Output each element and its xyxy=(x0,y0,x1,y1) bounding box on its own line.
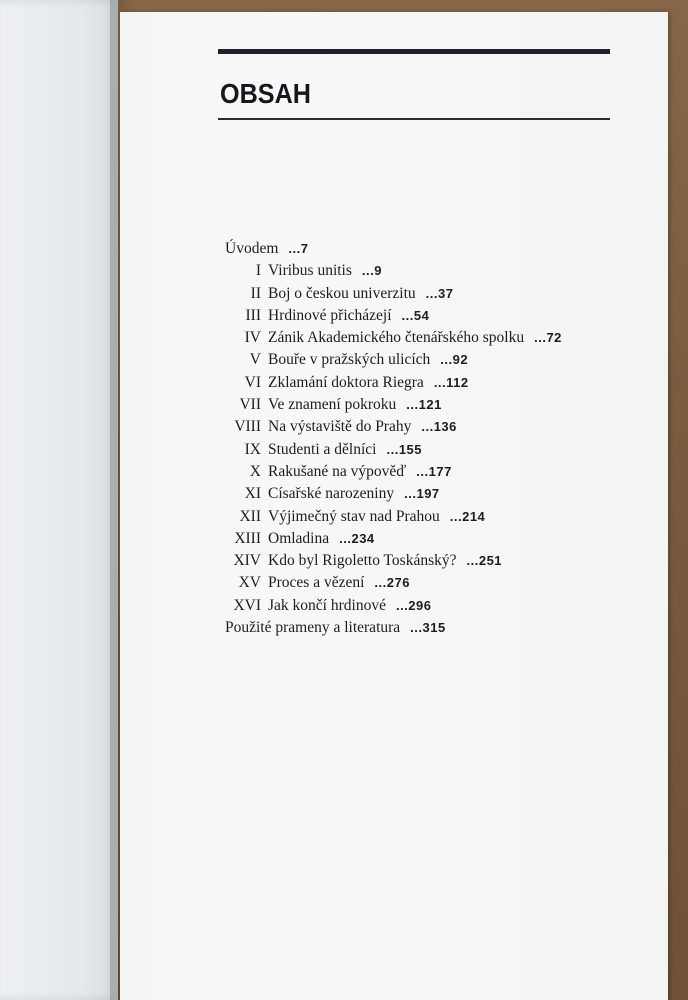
page-number: ...276 xyxy=(374,575,410,591)
chapter-number: II xyxy=(250,284,261,302)
page-number: ...7 xyxy=(288,241,309,256)
chapter-number: XVI xyxy=(233,596,261,614)
chapter-title: Císařské narozeniny xyxy=(268,485,395,503)
left-page xyxy=(0,0,118,1000)
page-number: ...37 xyxy=(425,285,454,301)
chapter-title: Úvodem xyxy=(225,240,279,257)
toc-entry xyxy=(225,574,562,596)
chapter-number: VII xyxy=(239,396,261,414)
page-number: ...177 xyxy=(416,463,452,479)
page-number: ...72 xyxy=(534,330,562,346)
page-number: ...9 xyxy=(361,263,382,279)
chapter-title: Studenti a dělníci xyxy=(268,440,377,458)
page-number: ...251 xyxy=(466,553,503,569)
toc-entry xyxy=(225,597,562,619)
page-title: OBSAH xyxy=(220,78,312,109)
page-number: ...296 xyxy=(395,597,432,613)
table-of-contents xyxy=(225,240,562,641)
page-number: ...92 xyxy=(440,352,469,368)
toc-entry xyxy=(225,530,562,552)
toc-entry xyxy=(225,508,562,530)
toc-entry xyxy=(225,285,562,307)
toc-entry xyxy=(225,351,562,373)
toc-entry xyxy=(225,240,562,262)
chapter-number: XI xyxy=(244,485,261,503)
page-number: ...214 xyxy=(449,508,486,524)
chapter-number: VI xyxy=(244,373,261,391)
chapter-title: Zklamání doktora Riegra xyxy=(268,373,424,391)
chapter-title: Boj o českou univerzitu xyxy=(268,284,416,302)
chapter-number: VIII xyxy=(234,418,261,436)
chapter-title: Kdo byl Rigoletto Toskánský? xyxy=(268,552,457,570)
chapter-title: Proces a vězení xyxy=(268,574,365,592)
toc-entry xyxy=(225,418,562,440)
toc-entry xyxy=(225,619,562,641)
chapter-title: Hrdinové přicházejí xyxy=(268,306,392,324)
toc-entry xyxy=(225,552,562,574)
toc-entry xyxy=(225,441,562,463)
toc-entry xyxy=(225,485,562,507)
chapter-number: IX xyxy=(244,440,261,458)
chapter-number: XIV xyxy=(233,552,261,570)
chapter-number: I xyxy=(255,262,261,280)
page-number: ...54 xyxy=(401,307,430,323)
chapter-number: IV xyxy=(244,329,261,347)
chapter-number: XV xyxy=(238,574,261,592)
toc-entry xyxy=(225,307,562,329)
toc-entry xyxy=(225,329,562,351)
chapter-number: X xyxy=(249,462,261,480)
chapter-title: Výjimečný stav nad Prahou xyxy=(268,507,440,525)
chapter-title: Zánik Akademického čtenářského spolku xyxy=(268,329,525,347)
title-rule xyxy=(218,118,610,120)
page-number: ...315 xyxy=(410,620,446,636)
toc-entry xyxy=(225,463,562,485)
chapter-number: XII xyxy=(239,507,261,525)
chapter-number: V xyxy=(249,351,261,369)
chapter-title: Na výstaviště do Prahy xyxy=(268,418,412,436)
toc-entry xyxy=(225,374,562,396)
toc-entry xyxy=(225,396,562,418)
chapter-title: Bouře v pražských ulicích xyxy=(268,351,431,369)
chapter-title: Použité prameny a literatura xyxy=(225,619,401,637)
chapter-title: Jak končí hrdinové xyxy=(268,596,386,614)
chapter-title: Rakušané na výpověď xyxy=(268,462,407,480)
chapter-title: Omladina xyxy=(268,529,330,547)
chapter-title: Viribus unitis xyxy=(268,262,352,280)
page-number: ...112 xyxy=(433,374,469,390)
chapter-title: Ve znamení pokroku xyxy=(268,396,397,414)
chapter-number: XIII xyxy=(234,529,261,547)
page-number: ...136 xyxy=(421,419,457,435)
page-number: ...197 xyxy=(404,486,440,502)
contents-page xyxy=(120,12,668,1000)
page-number: ...234 xyxy=(339,530,375,546)
toc-entry xyxy=(225,262,562,284)
chapter-number: III xyxy=(245,306,261,324)
page-number: ...121 xyxy=(406,397,442,413)
page-number: ...155 xyxy=(386,441,423,457)
top-rule xyxy=(218,49,610,54)
